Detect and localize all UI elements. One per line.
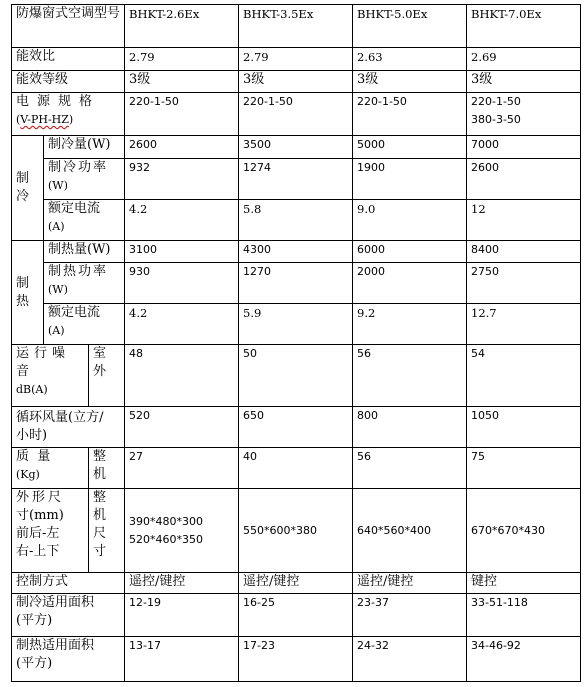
dimensions-row [12,489,581,573]
heating-current-value: 9.2 [353,304,467,345]
cooling-current-unit: (A) [48,219,65,233]
heating-group-char: 热 [16,293,30,309]
weight-value: 75 [467,448,581,489]
heating-power-value: 1270 [239,263,353,304]
cooling-current-row [12,199,581,240]
heating-power-row [12,263,581,304]
cooling-power-value: 932 [125,158,239,199]
dimensions-label: 寸(mm) [16,508,64,524]
cooling-area-value: 23-37 [353,593,467,636]
noise-label: 运行噪 [16,346,71,362]
efficiency-ratio-value: 2.79 [239,48,353,71]
cooling-capacity-value: 2600 [125,136,239,159]
heating-current-row [12,304,581,345]
noise-sub-char: 室 [93,346,107,362]
airflow-value: 1050 [467,407,581,448]
header-row [12,5,581,48]
dimensions-sub-label-cell [89,489,125,573]
dimensions-value: 520*460*350 [129,532,203,546]
cooling-current-label: 额定电流 [48,200,101,216]
cooling-current-value: 12 [467,199,581,240]
heating-power-value: 930 [125,263,239,304]
cooling-capacity-value: 7000 [467,136,581,159]
power-supply-value-alt: 380-3-50 [471,113,521,127]
noise-sub-char: 外 [93,364,107,380]
heating-current-value: 4.2 [125,304,239,345]
dimensions-label-cell [12,489,89,573]
heating-current-unit: (A) [48,324,65,338]
weight-sub-label-cell [89,448,125,489]
cooling-area-unit: (平方) [16,612,53,628]
dimensions-sub-char: 整 [93,490,107,506]
heating-area-value: 24-32 [353,636,467,681]
model-2: BHKT-3.5Ex [239,5,353,48]
heating-power-value: 2750 [467,263,581,304]
heating-power-label: 制热功率 [48,264,109,280]
control-value: 遥控/键控 [353,573,467,594]
noise-value: 50 [239,345,353,407]
power-supply-label-cell [12,93,125,136]
airflow-label-cell [12,407,125,448]
efficiency-grade-value: 3级 [467,70,581,93]
cooling-power-value: 1274 [239,158,353,199]
model-4: BHKT-7.0Ex [467,5,581,48]
heating-current-label-cell [44,304,125,345]
dimensions-label: 外形尺 [16,490,65,506]
heating-area-unit: (平方) [16,655,53,671]
cooling-area-row [12,593,581,636]
heating-area-value: 13-17 [125,636,239,681]
cooling-power-unit: (W) [48,178,68,192]
heating-current-label: 额定电流 [48,305,101,321]
heating-power-label-cell [44,263,125,304]
dimensions-label: 右-上下 [16,544,60,560]
spec-table [11,4,581,682]
dimensions-sub-char: 寸 [93,544,107,560]
cooling-power-value: 1900 [353,158,467,199]
power-supply-unit-open: ( [16,113,21,127]
control-row [12,573,581,594]
power-supply-value: 220-1-50 [471,95,521,109]
heating-group-char: 制 [16,275,30,291]
heating-capacity-value: 8400 [467,240,581,263]
noise-row [12,345,581,407]
dimensions-sub-char: 尺 [93,526,107,542]
cooling-current-value: 5.8 [239,199,353,240]
weight-value: 56 [353,448,467,489]
heating-power-unit: (W) [48,283,68,297]
heating-capacity-value: 6000 [353,240,467,263]
cooling-current-value: 9.0 [353,199,467,240]
cooling-power-label: 制冷功率 [48,159,109,175]
power-supply-value: 220-1-50 [125,93,239,136]
weight-label: 质 量 [16,449,51,465]
efficiency-grade-label: 能效等级 [12,70,125,93]
efficiency-grade-value: 3级 [239,70,353,93]
efficiency-ratio-label: 能效比 [12,48,125,71]
heating-capacity-value: 3100 [125,240,239,263]
efficiency-grade-value: 3级 [125,70,239,93]
weight-unit: (Kg) [16,468,40,482]
weight-value: 27 [125,448,239,489]
efficiency-ratio-row [12,48,581,71]
cooling-area-label-cell [12,593,125,636]
noise-value: 56 [353,345,467,407]
heating-area-label: 制热适用面积 [16,637,95,653]
power-supply-unit-close: ) [68,113,74,127]
weight-row [12,448,581,489]
dimensions-sub-char: 机 [93,508,107,524]
dimensions-value: 640*560*400 [353,489,467,573]
cooling-area-value: 16-25 [239,593,353,636]
cooling-group-char: 制 [16,171,30,187]
weight-sub-char: 整 [93,449,107,465]
power-supply-label: 电源规格 [16,94,101,110]
noise-label: 音 [16,364,30,380]
power-supply-unit [16,111,120,129]
control-value: 键控 [467,573,581,594]
heating-area-value: 17-23 [239,636,353,681]
control-value: 遥控/键控 [239,573,353,594]
cooling-area-label: 制冷适用面积 [16,594,95,610]
efficiency-grade-row [12,70,581,93]
noise-unit: dB(A) [16,383,48,397]
noise-value: 54 [467,345,581,407]
cooling-capacity-value: 5000 [353,136,467,159]
airflow-value: 800 [353,407,467,448]
dimensions-label: 前后-左 [16,526,60,542]
efficiency-grade-value: 3级 [353,70,467,93]
heating-area-row [12,636,581,681]
cooling-capacity-row [12,136,581,159]
cooling-group-char: 冷 [16,189,30,205]
efficiency-ratio-value: 2.79 [125,48,239,71]
cooling-power-row [12,158,581,199]
cooling-current-label-cell [44,199,125,240]
model-1: BHKT-2.6Ex [125,5,239,48]
airflow-value: 520 [125,407,239,448]
cooling-current-value: 4.2 [125,199,239,240]
cooling-area-value: 12-19 [125,593,239,636]
airflow-label: 小时) [16,428,48,443]
heating-capacity-value: 4300 [239,240,353,263]
airflow-label: 循环风量(立方/ [16,410,104,425]
noise-sub-label-cell [89,345,125,407]
heating-power-value: 2000 [353,263,467,304]
heating-area-label-cell [12,636,125,681]
power-supply-row [12,93,581,136]
cooling-group-label [12,136,44,241]
heating-capacity-label: 制热量(W) [44,240,125,263]
power-supply-value: 220-1-50 [353,93,467,136]
heating-area-value: 34-46-92 [467,636,581,681]
noise-label-cell [12,345,89,407]
airflow-value: 650 [239,407,353,448]
dimensions-value: 670*670*430 [467,489,581,573]
cooling-power-value: 2600 [467,158,581,199]
weight-label-cell [12,448,89,489]
heating-current-value: 5.9 [239,304,353,345]
cooling-capacity-value: 3500 [239,136,353,159]
control-label: 控制方式 [12,573,125,594]
heating-current-value: 12.7 [467,304,581,345]
cooling-power-label-cell [44,158,125,199]
dimensions-value: 550*600*380 [239,489,353,573]
dimensions-value-cell [125,489,239,573]
weight-value: 40 [239,448,353,489]
efficiency-ratio-value: 2.63 [353,48,467,71]
model-3: BHKT-5.0Ex [353,5,467,48]
cooling-capacity-label: 制冷量(W) [44,136,125,159]
weight-sub-char: 机 [93,467,107,483]
control-value: 遥控/键控 [125,573,239,594]
power-supply-unit-text: V-PH-HZ [20,113,69,127]
power-supply-value: 220-1-50 [239,93,353,136]
efficiency-ratio-value: 2.69 [467,48,581,71]
heating-capacity-row [12,240,581,263]
heating-group-label [12,240,44,345]
dimensions-value: 390*480*300 [129,514,203,528]
cooling-area-value: 33-51-118 [467,593,581,636]
noise-value: 48 [125,345,239,407]
airflow-row [12,407,581,448]
model-label: 防爆窗式空调型号 [12,5,125,48]
power-supply-value-cell [467,93,581,136]
